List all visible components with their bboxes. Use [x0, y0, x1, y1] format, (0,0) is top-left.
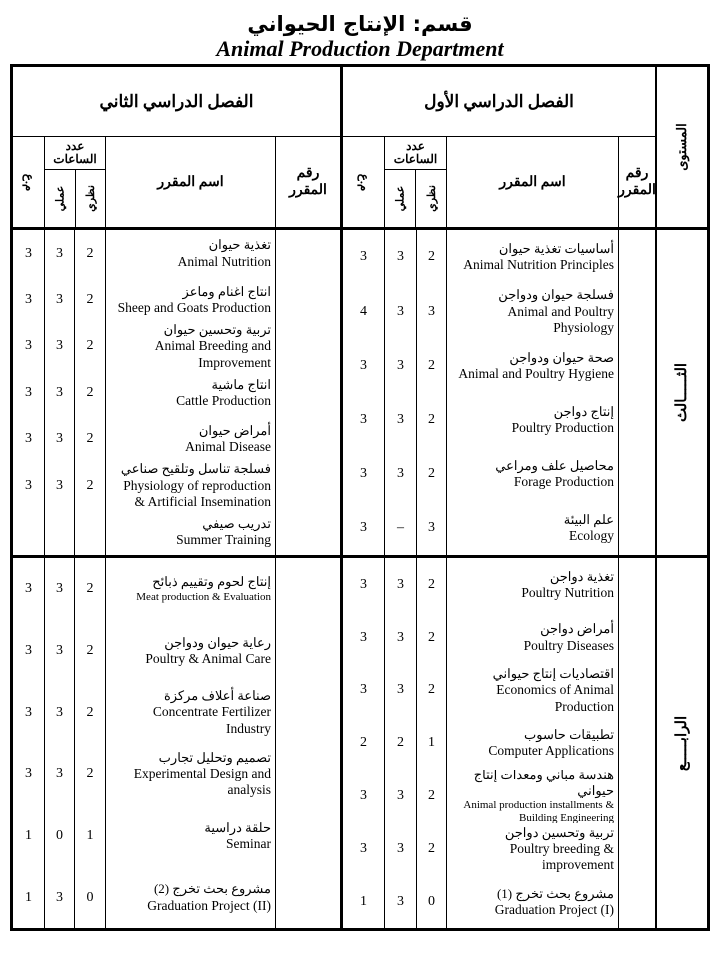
theoretical-hours-value: 2	[416, 339, 446, 393]
practical-hours-value: 3	[384, 339, 416, 393]
course-name-english: Summer Training	[176, 532, 271, 548]
course-name-arabic: صناعة أعلاف مركزة	[163, 688, 271, 704]
course-name-cell	[105, 867, 275, 929]
credit-hours-value: 1	[25, 889, 32, 905]
course-row	[343, 230, 655, 284]
course-name-cell	[446, 285, 618, 339]
practical-hours-value: 3	[384, 393, 416, 447]
credit-hours-value: 3	[25, 245, 32, 261]
level-column-header	[655, 67, 707, 227]
course-plan-table	[10, 64, 710, 931]
course-number-cell	[618, 230, 655, 284]
course-name-english: Animal Disease	[185, 439, 271, 455]
theoretical-hours-value: 2	[416, 664, 446, 717]
course-name-cell	[105, 277, 275, 323]
credit-hours-value: 3	[360, 629, 367, 645]
hours-count-header: عدد الساعات	[385, 137, 446, 170]
course-name-cell	[105, 743, 275, 805]
theoretical-hours-value: 3	[416, 501, 446, 555]
course-name-arabic: تربية وتحسين حيوان	[163, 323, 271, 338]
course-name-cell	[105, 323, 275, 369]
course-name-arabic: فسلجة حيوان ودواجن	[498, 287, 614, 303]
course-name-english: Computer Applications	[488, 743, 614, 759]
theoretical-hours-value: 2	[416, 230, 446, 284]
theoretical-hours-value: 2	[74, 323, 105, 369]
course-row	[13, 620, 340, 682]
credit-hours-value: 1	[360, 893, 367, 909]
course-name-arabic: أساسيات تغذية حيوان	[498, 241, 614, 257]
course-name-cell	[105, 509, 275, 555]
course-name-english: Poultry Diseases	[523, 637, 614, 653]
credit-hours-value: 3	[25, 338, 32, 354]
credit-hours-value: 3	[25, 581, 32, 597]
course-name-english: Animal Nutrition Principles	[463, 257, 614, 273]
course-name-english: Animal and Poultry Physiology	[507, 303, 614, 335]
course-name-cell	[105, 230, 275, 276]
department-title-arabic: قسم: الإنتاج الحيواني	[247, 12, 473, 36]
credit-hours-value: 3	[25, 704, 32, 720]
theoretical-hours-value: 2	[74, 558, 105, 620]
course-name-arabic: أمراض دواجن	[540, 621, 614, 637]
hours-header-group	[384, 137, 446, 227]
course-name-english: Animal Nutrition	[177, 253, 271, 269]
second-semester-title: الفصل الدراسي الثاني	[13, 67, 340, 137]
level-four-cell	[655, 558, 707, 928]
course-number-cell	[618, 339, 655, 393]
course-row	[13, 462, 340, 508]
course-row	[343, 558, 655, 611]
practical-hours-value: 3	[384, 664, 416, 717]
practical-hours-value: 3	[384, 611, 416, 664]
course-name-cell	[105, 558, 275, 620]
theoretical-header-cell	[415, 170, 446, 227]
credit-hours-value: 4	[360, 303, 367, 319]
course-number-cell	[618, 664, 655, 717]
course-number-header: رقم المقرر	[275, 137, 340, 227]
theoretical-hours-value: 2	[74, 682, 105, 744]
course-name-english: Concentrate Fertilizer Industry	[152, 704, 271, 736]
level-three-label: الثـــــالث	[674, 363, 691, 423]
theoretical-hours-value: 2	[74, 416, 105, 462]
theoretical-header-cell	[75, 170, 106, 227]
level-three-second-semester-courses	[13, 230, 340, 555]
hours-header-group	[44, 137, 105, 227]
theoretical-header-label: نظري	[425, 185, 438, 213]
course-row	[343, 339, 655, 393]
practical-hours-value: 3	[44, 558, 74, 620]
credit-hours-value: 3	[360, 682, 367, 698]
first-semester-subheader	[343, 137, 655, 227]
credit-hours-value: 3	[360, 788, 367, 804]
theoretical-hours-value: 2	[74, 620, 105, 682]
course-name-english: Poultry Nutrition	[521, 584, 614, 600]
course-name-english: Graduation Project (II)	[147, 897, 271, 913]
course-name-cell	[446, 447, 618, 501]
theoretical-hours-value: 3	[416, 285, 446, 339]
course-name-arabic: محاصيل علف ومراعي	[495, 457, 614, 473]
course-name-cell	[446, 664, 618, 717]
credit-hours-value: 3	[25, 431, 32, 447]
course-name-cell	[105, 462, 275, 508]
theoretical-hours-value: 2	[416, 393, 446, 447]
course-name-arabic: إنتاج دواجن	[553, 403, 614, 419]
course-name-arabic: اقتصاديات إنتاج حيواني	[492, 666, 614, 682]
course-number-cell	[618, 285, 655, 339]
practical-hours-value: 3	[44, 462, 74, 508]
practical-hours-value: 3	[384, 875, 416, 928]
practical-hours-value: 3	[384, 770, 416, 823]
course-name-arabic: تغذية حيوان	[208, 237, 271, 253]
course-name-cell	[105, 805, 275, 867]
course-name-arabic: فسلجة تناسل وتلقيح صناعي	[120, 462, 271, 477]
course-row	[13, 682, 340, 744]
course-name-arabic: انتاج ماشية	[211, 376, 271, 392]
theoretical-hours-value: 0	[74, 867, 105, 929]
course-number-cell	[618, 770, 655, 823]
course-name-cell	[446, 770, 618, 823]
course-name-arabic: تطبيقات حاسوب	[524, 727, 614, 743]
course-number-cell	[275, 558, 340, 620]
course-row	[13, 370, 340, 416]
course-name-arabic: حلقة دراسية	[204, 819, 271, 835]
level-header-label: المستوى	[674, 123, 689, 172]
hours-subcolumns	[45, 170, 105, 227]
practical-hours-value: 3	[44, 370, 74, 416]
department-title-english: Animal Production Department	[216, 36, 504, 62]
practical-hours-value	[44, 509, 74, 555]
practical-hours-value: 2	[384, 717, 416, 770]
course-number-cell	[275, 323, 340, 369]
course-name-arabic: تصميم وتحليل تجارب	[158, 749, 271, 765]
course-name-english: Poultry breeding & improvement	[509, 840, 614, 873]
course-number-cell	[275, 416, 340, 462]
course-name-english: Economics of Animal Production	[496, 682, 614, 714]
course-name-cell	[446, 611, 618, 664]
theoretical-hours-value: 2	[74, 370, 105, 416]
course-row	[13, 743, 340, 805]
level-four-second-semester-courses	[13, 558, 340, 928]
course-name-cell	[105, 416, 275, 462]
course-number-header: رقم المقرر	[618, 137, 655, 227]
course-name-english: Poultry Production	[511, 419, 614, 435]
credit-hours-value: 3	[360, 841, 367, 857]
credit-hours-value: 3	[360, 249, 367, 265]
course-number-cell	[275, 805, 340, 867]
theoretical-hours-value	[74, 509, 105, 555]
course-name-english: Experimental Design and analysis	[133, 766, 271, 798]
theoretical-hours-value: 0	[416, 875, 446, 928]
course-name-english: Physiology of reproduction & Artificial Insemination	[123, 477, 271, 509]
practical-hours-value: 0	[44, 805, 74, 867]
practical-hours-value: 3	[44, 323, 74, 369]
level-three-row	[13, 230, 707, 558]
course-number-cell	[275, 867, 340, 929]
course-number-cell	[275, 682, 340, 744]
practical-hours-value: 3	[44, 620, 74, 682]
course-number-cell	[618, 447, 655, 501]
theoretical-hours-value: 2	[416, 447, 446, 501]
course-name-arabic: انتاج اغنام وماعز	[182, 283, 271, 299]
course-name-cell	[105, 620, 275, 682]
course-row	[343, 717, 655, 770]
course-name-header: اسم المقرر	[105, 137, 275, 227]
course-row	[13, 867, 340, 929]
credit-hours-value: 3	[25, 384, 32, 400]
course-name-arabic: تربية وتحسين دواجن	[504, 824, 614, 840]
course-row	[343, 875, 655, 928]
course-name-english: Animal Breeding and Improvement	[154, 338, 271, 370]
course-name-english: Animal and Poultry Hygiene	[458, 365, 614, 381]
course-row	[13, 416, 340, 462]
credit-hours-value	[13, 509, 44, 555]
second-semester-header	[13, 67, 340, 227]
course-row	[343, 393, 655, 447]
first-semester-header	[340, 67, 655, 227]
course-name-arabic: علم البيئة	[563, 512, 614, 528]
course-name-cell	[446, 717, 618, 770]
course-number-cell	[275, 277, 340, 323]
practical-header-label: عملي	[394, 185, 407, 212]
course-name-arabic: تدريب صيفي	[202, 515, 271, 531]
course-number-cell	[618, 611, 655, 664]
credit-hours-value: 3	[25, 291, 32, 307]
course-name-cell	[446, 875, 618, 928]
credit-header-cell	[13, 137, 44, 227]
course-number-cell	[618, 717, 655, 770]
course-name-english: Cattle Production	[176, 392, 271, 408]
course-name-english: Seminar	[226, 835, 271, 851]
course-name-arabic: هندسة مباني ومعدات إنتاج حيواني	[473, 769, 614, 799]
theoretical-hours-value: 1	[74, 805, 105, 867]
course-row	[13, 805, 340, 867]
credit-hours-value: 3	[360, 520, 367, 536]
theoretical-hours-value: 2	[416, 823, 446, 876]
credit-hours-value: 3	[360, 576, 367, 592]
course-name-arabic: رعاية حيوان ودواجن	[164, 634, 271, 650]
course-row	[343, 664, 655, 717]
practical-hours-value: 3	[384, 447, 416, 501]
course-name-english: Meat production & Evaluation	[136, 590, 271, 603]
course-number-cell	[618, 823, 655, 876]
course-number-cell	[275, 230, 340, 276]
credit-hours-value: 3	[360, 466, 367, 482]
credit-header-label: م.ع	[22, 173, 36, 192]
credit-hours-value: 2	[360, 735, 367, 751]
course-name-cell	[105, 370, 275, 416]
course-row	[13, 323, 340, 369]
first-semester-title: الفصل الدراسي الأول	[343, 67, 655, 137]
credit-hours-value: 3	[360, 411, 367, 427]
practical-hours-value: 3	[44, 230, 74, 276]
course-name-cell	[446, 230, 618, 284]
practical-hours-value: 3	[384, 230, 416, 284]
credit-hours-value: 3	[25, 642, 32, 658]
theoretical-header-label: نظري	[84, 185, 97, 213]
course-name-cell	[446, 501, 618, 555]
course-number-cell	[275, 509, 340, 555]
course-name-header: اسم المقرر	[446, 137, 618, 227]
level-four-first-semester-courses	[340, 558, 655, 928]
course-name-arabic: مشروع بحث تخرج (2)	[153, 881, 271, 897]
level-three-cell	[655, 230, 707, 555]
course-name-arabic: صحة حيوان ودواجن	[509, 349, 614, 365]
practical-hours-value: 3	[384, 285, 416, 339]
theoretical-hours-value: 2	[416, 770, 446, 823]
practical-hours-value: 3	[44, 416, 74, 462]
course-name-cell	[446, 558, 618, 611]
course-name-english: Graduation Project (I)	[494, 901, 614, 917]
course-row	[13, 509, 340, 555]
practical-hours-value: 3	[384, 823, 416, 876]
course-row	[343, 447, 655, 501]
course-name-cell	[105, 682, 275, 744]
credit-header-cell	[343, 137, 384, 227]
course-number-cell	[618, 875, 655, 928]
credit-header-label: م.ع	[357, 173, 371, 192]
course-name-english: Sheep and Goats Production	[117, 299, 271, 315]
course-number-cell	[618, 558, 655, 611]
theoretical-hours-value: 2	[74, 462, 105, 508]
course-name-cell	[446, 339, 618, 393]
practical-header-cell	[385, 170, 415, 227]
credit-hours-value: 3	[25, 477, 32, 493]
course-name-arabic: أمراض حيوان	[198, 423, 271, 438]
course-row	[343, 823, 655, 876]
course-name-english: Poultry & Animal Care	[145, 650, 271, 666]
hours-subcolumns	[385, 170, 446, 227]
credit-hours-value: 1	[25, 827, 32, 843]
course-number-cell	[618, 501, 655, 555]
practical-hours-value: –	[384, 501, 416, 555]
table-header-row	[13, 67, 707, 230]
course-name-english: Forage Production	[513, 474, 614, 490]
course-row	[13, 230, 340, 276]
level-four-label: الرابـــــع	[674, 715, 691, 771]
practical-hours-value: 3	[44, 682, 74, 744]
theoretical-hours-value: 2	[74, 743, 105, 805]
course-number-cell	[275, 620, 340, 682]
theoretical-hours-value: 2	[74, 277, 105, 323]
theoretical-hours-value: 2	[416, 611, 446, 664]
practical-hours-value: 3	[384, 558, 416, 611]
practical-header-label: عملي	[54, 185, 67, 212]
level-three-first-semester-courses	[340, 230, 655, 555]
course-row	[13, 277, 340, 323]
hours-count-header: عدد الساعات	[45, 137, 105, 170]
practical-hours-value: 3	[44, 277, 74, 323]
course-row	[13, 558, 340, 620]
practical-hours-value: 3	[44, 743, 74, 805]
course-name-english: Animal production installments & Building Engineering	[463, 799, 614, 823]
level-four-row	[13, 558, 707, 928]
course-name-arabic: إنتاج لحوم وتقييم ذبائح	[152, 574, 271, 590]
practical-hours-value: 3	[44, 867, 74, 929]
course-name-cell	[446, 393, 618, 447]
theoretical-hours-value: 2	[74, 230, 105, 276]
credit-hours-value: 3	[360, 357, 367, 373]
course-number-cell	[275, 743, 340, 805]
course-row	[343, 770, 655, 823]
course-name-arabic: تغذية دواجن	[549, 568, 614, 584]
credit-hours-value: 3	[25, 766, 32, 782]
second-semester-subheader	[13, 137, 340, 227]
theoretical-hours-value: 1	[416, 717, 446, 770]
course-row	[343, 501, 655, 555]
course-number-cell	[618, 393, 655, 447]
course-number-cell	[275, 370, 340, 416]
practical-header-cell	[45, 170, 75, 227]
course-number-cell	[275, 462, 340, 508]
course-row	[343, 611, 655, 664]
course-name-english: Ecology	[569, 528, 614, 544]
course-row	[343, 285, 655, 339]
course-name-arabic: مشروع بحث تخرج (1)	[496, 885, 614, 901]
theoretical-hours-value: 2	[416, 558, 446, 611]
course-name-cell	[446, 823, 618, 876]
